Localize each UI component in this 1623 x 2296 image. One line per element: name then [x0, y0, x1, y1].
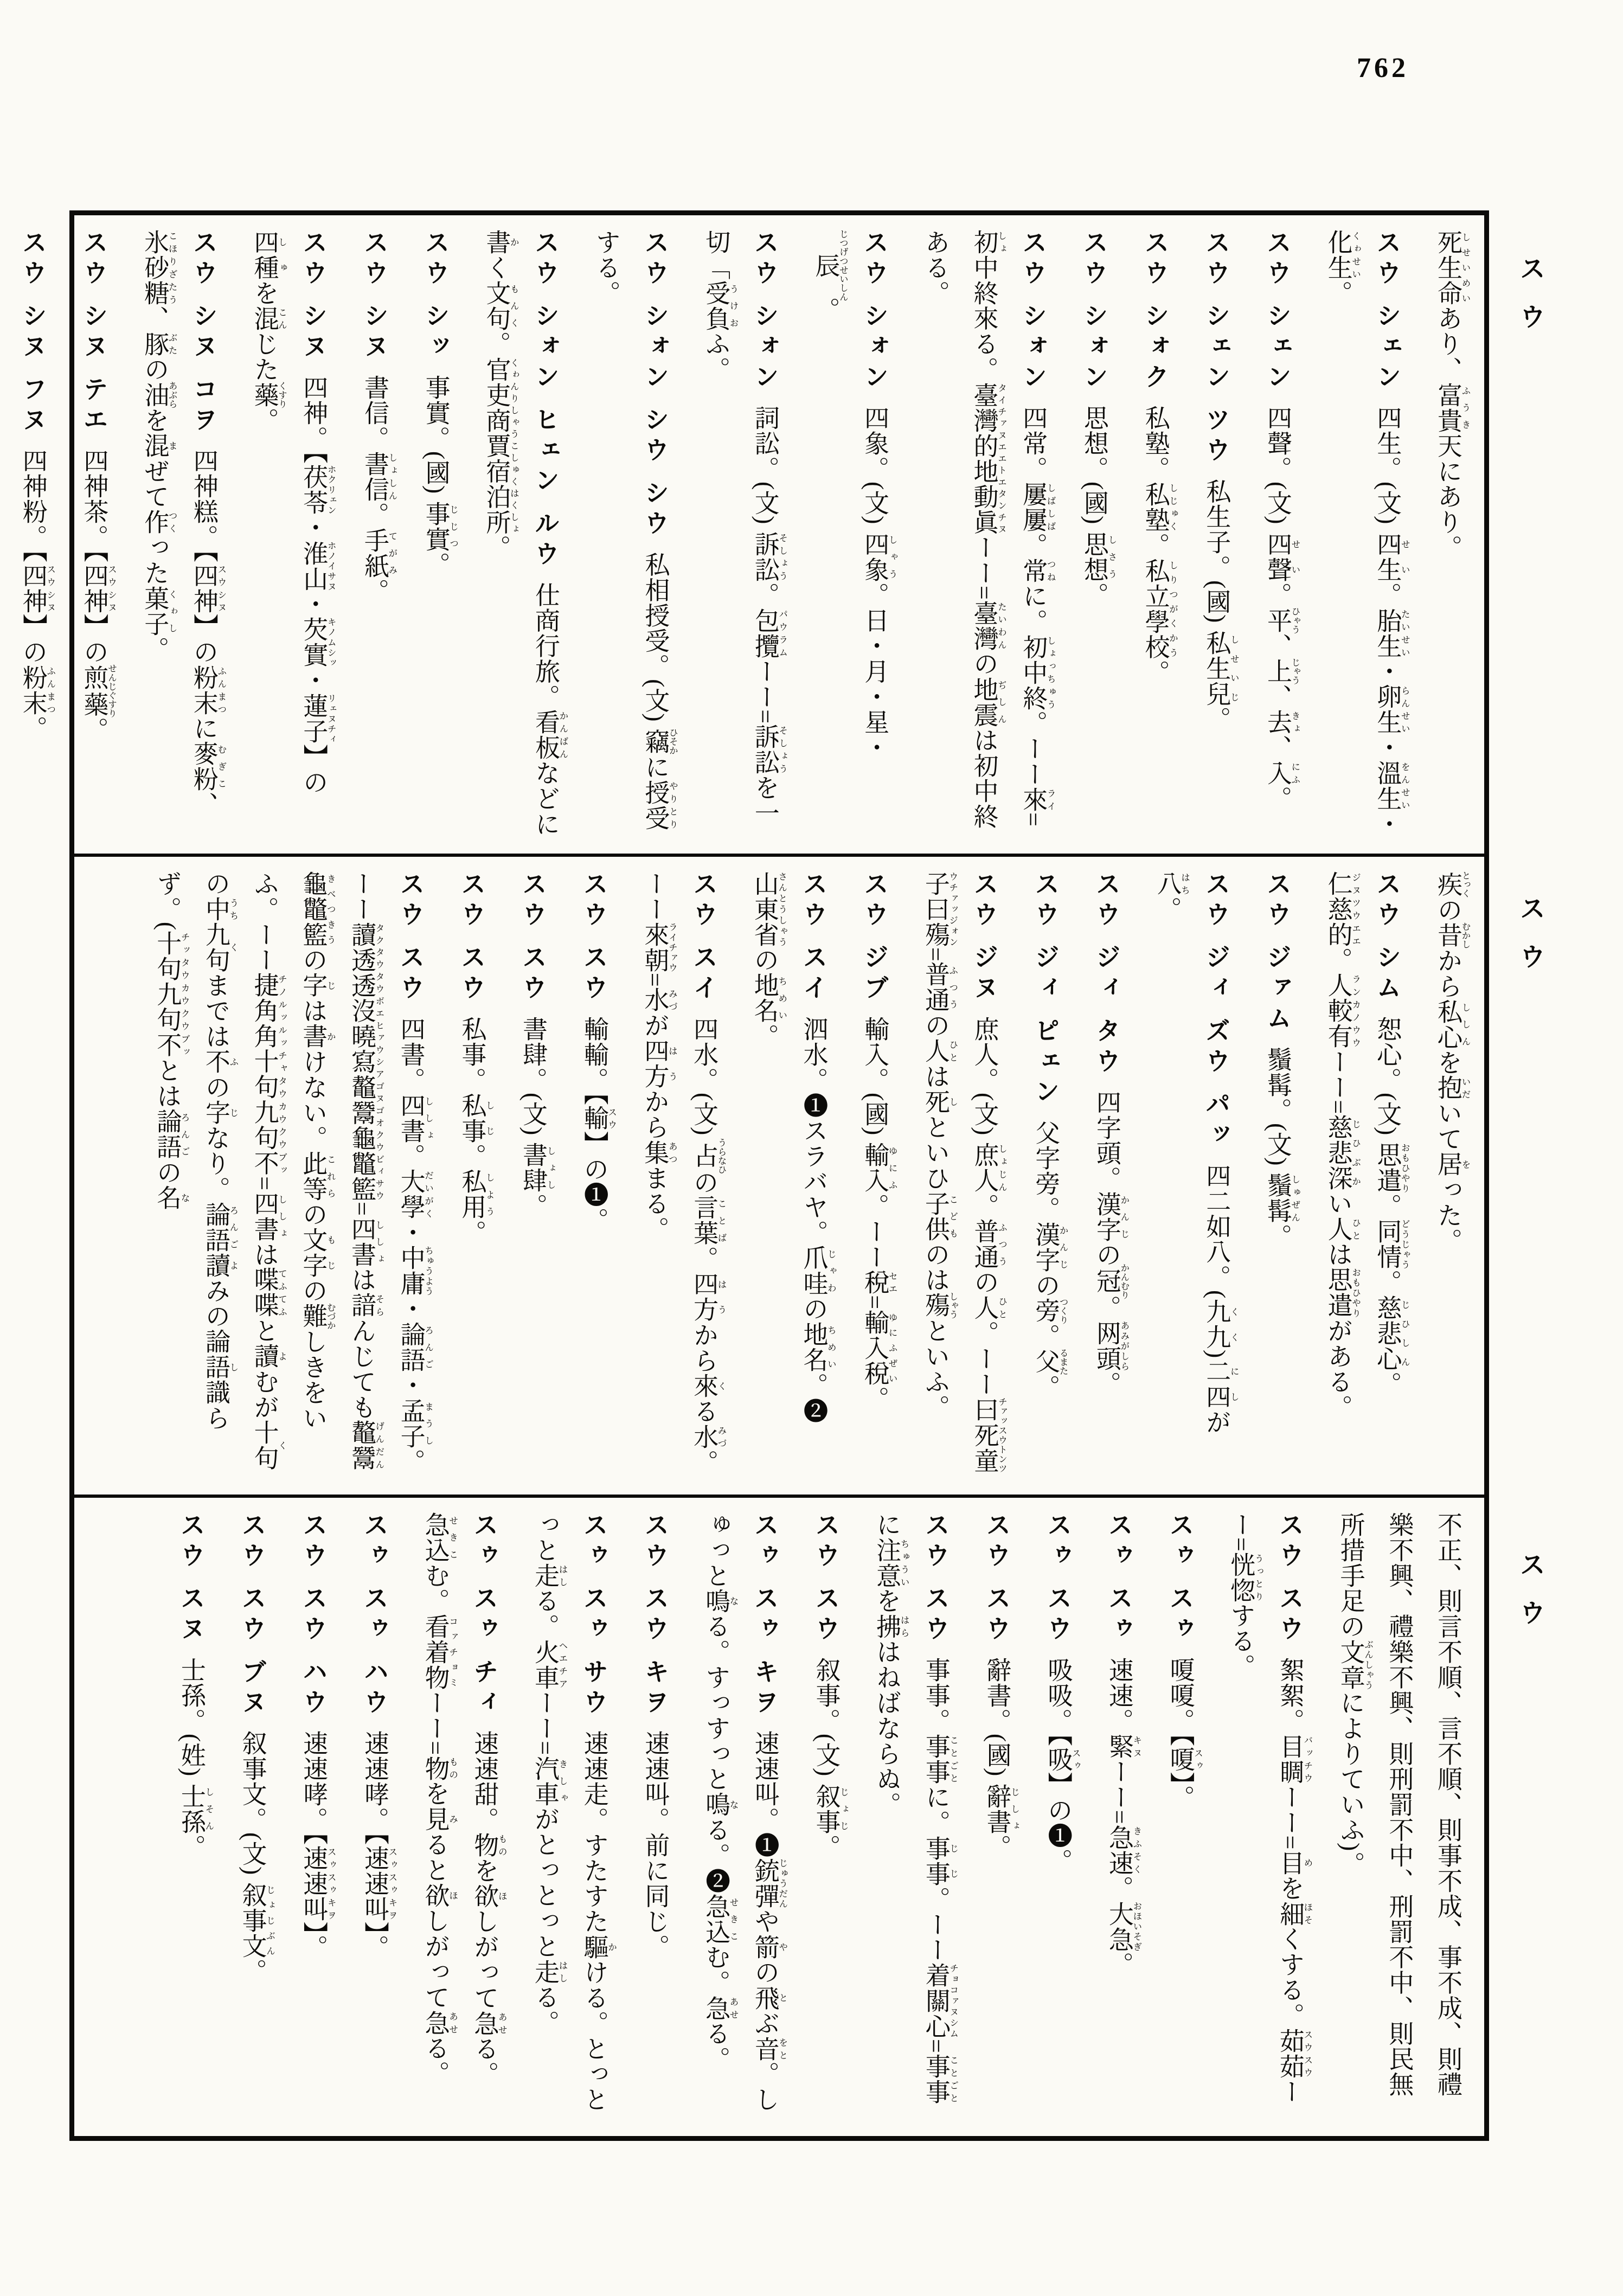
entry-body: 死生命しせいめいあり、富貴ふうき天にあり。 — [1434, 229, 1471, 560]
entry-headword: スウ シェン ツウ — [1202, 229, 1231, 467]
entry-body: 叙事。(文) 叙事じょじ。 — [812, 1657, 849, 1860]
entry-body: 庶人。(文) 庶人しょじん。普通ふつうの人ひと。ーー曰死童子曰殤チァッスウトンツウチァッジォン=普通ふつうの人ひとは死しといひ子供こどものは殤しゃうといふ。 — [921, 870, 1008, 1473]
entry-body: 恕心。(文) 思遣おもひやり。同情どうじゃう。慈悲心じひしん。仁慈的ジヌツウエエ。人較有ランカノウウーー=慈悲深じひぶかい人ひとは思遣おもひやりがある。 — [1324, 870, 1410, 1420]
entry-body: 私生子。(國) 私生兒しせいじ。 — [1203, 478, 1240, 732]
entry-headword: スウ ジィ タウ — [1092, 870, 1121, 1079]
entry-headword: スウ スウ ハウ — [299, 1512, 328, 1720]
entry-headword: スウ シヌ コヲ — [189, 229, 218, 437]
entry-headword: スウ シム — [1373, 870, 1402, 1005]
dict-entry — [631, 1512, 680, 2122]
entry-headword: スウ シェン — [1373, 229, 1402, 394]
entry-headword: スウ スウ — [1275, 1512, 1304, 1646]
entry-headword: スゥ スゥ — [1166, 1512, 1195, 1646]
entry-headword: スウ スウ — [396, 870, 425, 1005]
dict-entry — [1423, 871, 1472, 1481]
dict-entry — [350, 229, 399, 839]
dict-entry — [472, 229, 570, 839]
entry-headword: スウ ジヌ — [970, 870, 999, 1005]
entry-headword: スウ シォン シウ シウ — [641, 229, 670, 541]
dict-entry — [447, 871, 497, 1481]
entry-body: 思想。(國) 思想しさう。 — [1080, 405, 1117, 608]
entry-headword: スウ シォン — [861, 229, 889, 394]
entry-headword: スゥ スゥ ハウ — [360, 1512, 389, 1720]
entry-body: 書信。書信しょしん。手紙てがみ。 — [361, 375, 397, 604]
entry-body: 事事。事事ことごとに。事事じじ。ーー着關心チョコァヌシム=事事ことごとに注意ちゅういを拂はらはねばならぬ。 — [873, 1512, 959, 2105]
entry-body: 不正、則言不順、言不順、則事不成、事不成、則禮樂不興、禮樂不興、則刑罰不中、刑罰不中、則民無所措手足の文章ぶんしゃうによりていふ)。 — [1337, 1512, 1462, 2098]
entry-body: 四書。四書ししょ。大學だいがく・中庸ちゅうよう・論語ろんご・孟子まうし。ーー讀透透沒曉寫鼇鬵龜鼈籃タクタウタウボエヒァウシアゴヌゴオクウビィサウ=四書ししょは諳そらんじても鼇鬵龜鼈籃げんだんきべつきうの字じは書かけない。此等これらの文字もじの難むづかしきをいふ。ーー捷角角十句九句不チノルッルッチャタウカウクウブッ=四書ししょは喋喋てふてふと讀よむが十句くの中うち九句くまでは不ふの字じなり。論語ろんご讀よみの論語識しらず。(十句九句不チッタウカウクウブッとは論語ろんごの名な — [153, 870, 434, 1474]
entry-body: 私事。私事しじ。私用しよう。 — [458, 1016, 495, 1246]
entry-body: 辭書。(國) 辭書じしょ。 — [983, 1657, 1020, 1860]
band-top — [18, 215, 1484, 854]
entry-headword: スゥ スゥ サウ — [580, 1512, 608, 1720]
dict-entry — [1423, 229, 1472, 839]
entry-body: 速速。緊キヌーー=急速きふそく。大急おほいそぎ。 — [1105, 1657, 1142, 1978]
dict-entry — [1069, 229, 1119, 839]
entry-headword: スウ スウ キヲ — [641, 1512, 670, 1720]
entry-body: 速速哮。【速速叫スゥスゥキヲ】。 — [300, 1730, 337, 1960]
entry-headword: スウ スウ — [580, 870, 608, 1005]
entry-headword: スゥ スゥ — [1105, 1512, 1133, 1646]
entry-body: 吸吸。【吸スゥ】の❶。 — [1044, 1657, 1081, 1874]
dict-entry — [691, 229, 789, 839]
entry-body: 私塾。私塾しじゅく。私立學校しりつがくかう。 — [1141, 405, 1178, 685]
entry-body: 四聲。(文) 四聲せい。平ひゃう、上じゃう、去きょ、入にふ。 — [1263, 405, 1300, 811]
entry-headword: スウ シヌ — [360, 229, 389, 364]
dict-entry — [1326, 1512, 1472, 2122]
entry-body: 詞訟。(文) 訴訟そしょう。包攬パウラムーー=訴訟そしょうを一切「受負うけおふ。 — [702, 229, 788, 826]
entry-body: 嗄嗄。【嗄スゥ】。 — [1166, 1657, 1203, 1811]
entry-body: 四神糕。【四神スウシヌ】の粉末ふんまつに麥粉むぎこ、氷砂糖こほりざたう、豚ぶたの油あぶらを混まぜて作つくった菓子くゎし。 — [141, 229, 227, 818]
entry-body: 鬚髯。(文) 鬚髯しゅぜん。 — [1263, 1046, 1300, 1249]
entry-headword: スウ スウ — [519, 870, 547, 1005]
margin-kana-label-bottom: スウ — [1516, 1551, 1544, 1647]
dict-entry — [1021, 871, 1070, 1481]
entry-headword: スゥ スゥ チィ — [470, 1512, 499, 1720]
dict-entry — [569, 871, 619, 1481]
dict-entry — [1143, 871, 1241, 1481]
dict-entry — [801, 1512, 851, 2122]
entry-body: 輸入。(國) 輸入ゆにふ。ーー稅セエ=輸入稅ゆにふぜい。 — [861, 1016, 898, 1412]
dict-entry — [1094, 1512, 1144, 2122]
entry-headword: スウ スイ — [799, 870, 828, 1005]
dict-entry — [1131, 229, 1180, 839]
entry-body: 事實。(國) 事實じじつ。 — [422, 375, 459, 578]
entry-body: 四神。【茯苓ホクリェン・淮山ホノイサヌ・芡實キノムシッ・蓮子リェヌチィ】の四種しゅを混こんじた藥くすり。 — [251, 229, 337, 795]
dict-entry — [521, 1512, 618, 2122]
dict-entry — [740, 871, 838, 1481]
dict-entry — [69, 229, 119, 839]
entry-headword: スウ スヌ — [177, 1512, 206, 1646]
entry-body: 速速叫。前に同じ。 — [641, 1730, 670, 1960]
dict-entry — [582, 229, 679, 839]
entry-body: 書肆。(文) 書肆しょし。 — [519, 1016, 556, 1219]
entry-headword: スウ シヌ — [299, 229, 328, 364]
entry-body: 速速哮。【速速叫スゥスゥキヲ】。 — [361, 1730, 397, 1960]
dict-entry — [411, 229, 460, 839]
entry-body: 四象。(文) 四象しゃう。日・月・星・辰じつげつせいしん。 — [812, 229, 898, 761]
margin-kana-label-middle: スウ — [1516, 895, 1544, 991]
dict-entry — [1192, 229, 1241, 839]
entry-headword: スウ スイ — [690, 870, 719, 1005]
entry-headword: スゥ スゥ キヲ — [750, 1512, 779, 1720]
dict-entry — [508, 871, 557, 1481]
entry-headword: スウ スウ — [812, 1512, 841, 1646]
entry-headword: スウ ジィ ピェン — [1031, 870, 1060, 1109]
entry-body: 疾とっくの昔むかしから私心ししんを抱いだいて居をった。 — [1434, 870, 1471, 1253]
entry-headword: スウ スウ — [983, 1512, 1011, 1646]
dict-entry — [228, 1512, 277, 2122]
entry-headword: スウ シォン — [750, 229, 779, 394]
page-number: 762 — [1357, 53, 1409, 84]
entry-body: 速速甜。物ものを欲ほしがって急あせる。急込せきこむ。看着物コァチョミーー=物ものを見みると欲ほしがって急あせる。 — [421, 1512, 508, 2087]
band-bottom — [74, 1495, 1484, 2136]
entry-body: 叙事文。(文) 叙事文じょじぶん。 — [239, 1730, 275, 1984]
dict-entry — [240, 229, 338, 839]
entry-body: 父字旁。漢字かんじの旁つくり。父るまた。 — [1032, 1120, 1069, 1400]
entry-body: 士孫。(姓) 士孫しそん。 — [177, 1657, 214, 1860]
dict-entry — [166, 1512, 216, 2122]
entry-headword: スウ ジァム — [1263, 870, 1292, 1036]
dict-entry — [631, 871, 728, 1481]
dict-entry — [289, 1512, 338, 2122]
entry-body: 四常。屢屢しばしば。常つねに。初中終しょっちゅう。ーー來ライ=初しょ中終來る。臺灣的地動眞タイチァヌエエトエタンチヌーー=臺灣たいわんの地震ぢしんは初中終ある。 — [921, 229, 1056, 830]
entry-body: 四水。(文) 占うらなひの言葉ことば。四方はうから來くる水みづ。ーー來朝ライチァウ=水みづが四方はうから集あつまる。 — [641, 870, 727, 1475]
dict-entry — [911, 229, 1057, 839]
entry-headword: スウ シォン — [1080, 229, 1108, 394]
page-frame — [18, 210, 1489, 2141]
entry-headword: スウ シヌ フヌ — [18, 229, 47, 437]
entry-body: 四生。(文) 四生せい。胎生たいせい・卵生らんせい・溫生をんせい・化生くゎせい。 — [1324, 229, 1410, 837]
dict-entry — [350, 1512, 399, 2122]
entry-headword: スウ ジィ ズウ パッ — [1202, 870, 1231, 1152]
entry-headword: スウ スウ — [458, 870, 486, 1005]
entry-body: 速速叫。❶銃彈じゅうだんや箭やの飛とぶ音をと。しゅっと鳴なる。すっすっと鳴なる。❷急込せきこむ。急あせる。 — [702, 1512, 788, 2113]
dict-entry — [911, 871, 1009, 1481]
entry-headword: スウ シヌ テエ — [80, 229, 108, 437]
dict-entry — [1217, 1512, 1314, 2122]
dict-entry — [8, 229, 57, 839]
entry-headword: スウ スウ ブヌ — [238, 1512, 267, 1720]
entry-headword: スウ シォン ヒェン ルウ — [531, 229, 560, 571]
entry-headword: スゥ スウ — [1044, 1512, 1073, 1646]
dict-entry — [691, 1512, 789, 2122]
margin-kana-label-top: スウ — [1516, 255, 1544, 351]
dict-entry — [1314, 229, 1412, 839]
entry-body: 四神粉。【四神スウシヌ】の粉末ふんまつ。 — [19, 448, 56, 741]
entry-body: 泗水。❶スラバヤ。爪哇じゃわの地名ちめい。❷山東省さんとうしゃうの地名ちめい。 — [750, 870, 837, 1423]
entry-body: 仕商行旅。看板かんばんなどに書かく文句もんく。官吏商賈宿泊所くゎんりしゃうこしゅくはくしょ。 — [483, 229, 568, 837]
dict-entry — [1082, 871, 1131, 1481]
entry-headword: スウ ジブ — [861, 870, 889, 1005]
entry-headword: スウ シォン — [1019, 229, 1048, 394]
entry-body: 私相授受。(文) 竊ひそかに授受やりとりする。 — [592, 229, 678, 831]
entry-body: 絮絮。目睭バッチウーー=目めを細ほそくする。茹茹スウスウーー=恍惚うっとりする。 — [1227, 1512, 1313, 2105]
entry-headword: スウ スウ — [921, 1512, 950, 1646]
dict-entry — [1253, 229, 1302, 839]
entry-body: 四二如八。(九九くく)二四にしが八はち。 — [1153, 870, 1240, 1435]
entry-headword: スウ シェン — [1263, 229, 1292, 394]
dict-entry — [411, 1512, 509, 2122]
dict-entry — [862, 1512, 960, 2122]
entry-body: 輸輸。【輸スウ】の❶。 — [580, 1016, 617, 1233]
band-middle — [74, 854, 1484, 1495]
dict-entry — [850, 871, 899, 1481]
dict-entry — [1253, 871, 1302, 1481]
entry-body: 四神茶。【四神スウシヌ】の煎藥せんじぐすり。 — [80, 448, 117, 743]
dict-entry — [801, 229, 899, 839]
dict-entry — [143, 871, 435, 1481]
entry-body: 四字頭。漢字かんじの冠かんむり。网頭あみがしら。 — [1093, 1089, 1130, 1397]
dict-entry — [1034, 1512, 1083, 2122]
entry-headword: スウ シォク — [1141, 229, 1170, 394]
dict-entry — [1314, 871, 1412, 1481]
dict-entry — [972, 1512, 1022, 2122]
entry-headword: スウ シッ — [421, 229, 450, 364]
dict-entry — [1156, 1512, 1205, 2122]
dict-entry — [131, 229, 228, 839]
entry-body: 速速走。すたすた驅かける。とっとっと走はしる。火車ヘエチアーー=汽車きしゃがとっとっと走はしる。 — [531, 1512, 617, 2113]
